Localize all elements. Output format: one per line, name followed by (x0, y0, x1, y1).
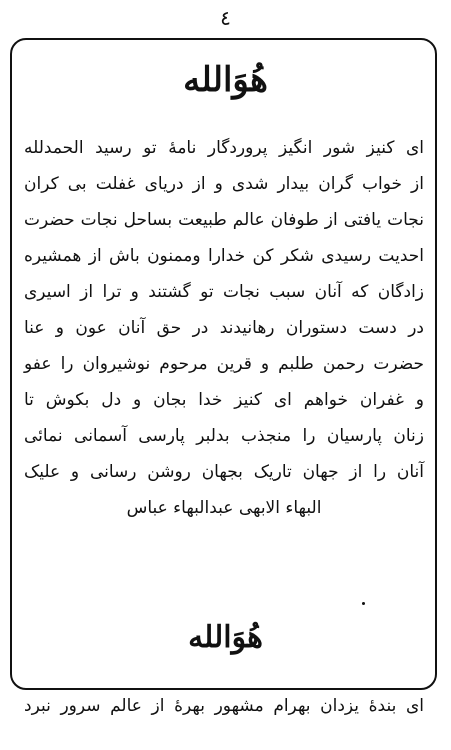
text-line: در دست دستوران رهانیدند در حق آنان عون و عنا (24, 318, 424, 338)
tablet-heading: هُوَالله (188, 620, 263, 655)
text-line: ای بندهٔ یزدان بهرام مشهور بهرهٔ از عالم سرور نبرد (24, 696, 424, 716)
decorative-dot (362, 602, 365, 605)
text-line: حضرت رحمن طلبم و قرین مرحوم نوشیروان را عفو (24, 354, 424, 374)
text-line: احدیت رسیدی شکر کن خدارا وممنون باش از همشیره (24, 246, 424, 266)
text-line: از خواب گران بیدار شدی و از دریای غفلت بی کران (24, 174, 424, 194)
text-line: زنان پارسیان را منجذب بدلبر پارسی آسمانی نمائی (24, 426, 424, 446)
text-line: نجات یافتی از طوفان عالم طبیعت بساحل نجات حضرت (24, 210, 424, 230)
page-number: ٤ (220, 6, 231, 30)
tablet-body (24, 688, 424, 724)
signature-line: البهاء الابهی عبدالبهاء عباس (126, 498, 322, 518)
text-line: آنان را از جهان تاریک بجهان روشن رسانی و علیک (24, 462, 424, 482)
text-line: و غفران خواهم ای کنیز خدا بجان و دل بکوش تا (24, 390, 424, 410)
tablet-heading: هُوَالله (183, 60, 268, 100)
text-line: ای کنیز شور انگیز پروردگار نامهٔ تو رسید الحمدلله (24, 138, 424, 158)
tablet-body (24, 130, 424, 526)
text-line: زادگان که آنان سبب نجات تو گشتند و ترا از اسیری (24, 282, 424, 302)
